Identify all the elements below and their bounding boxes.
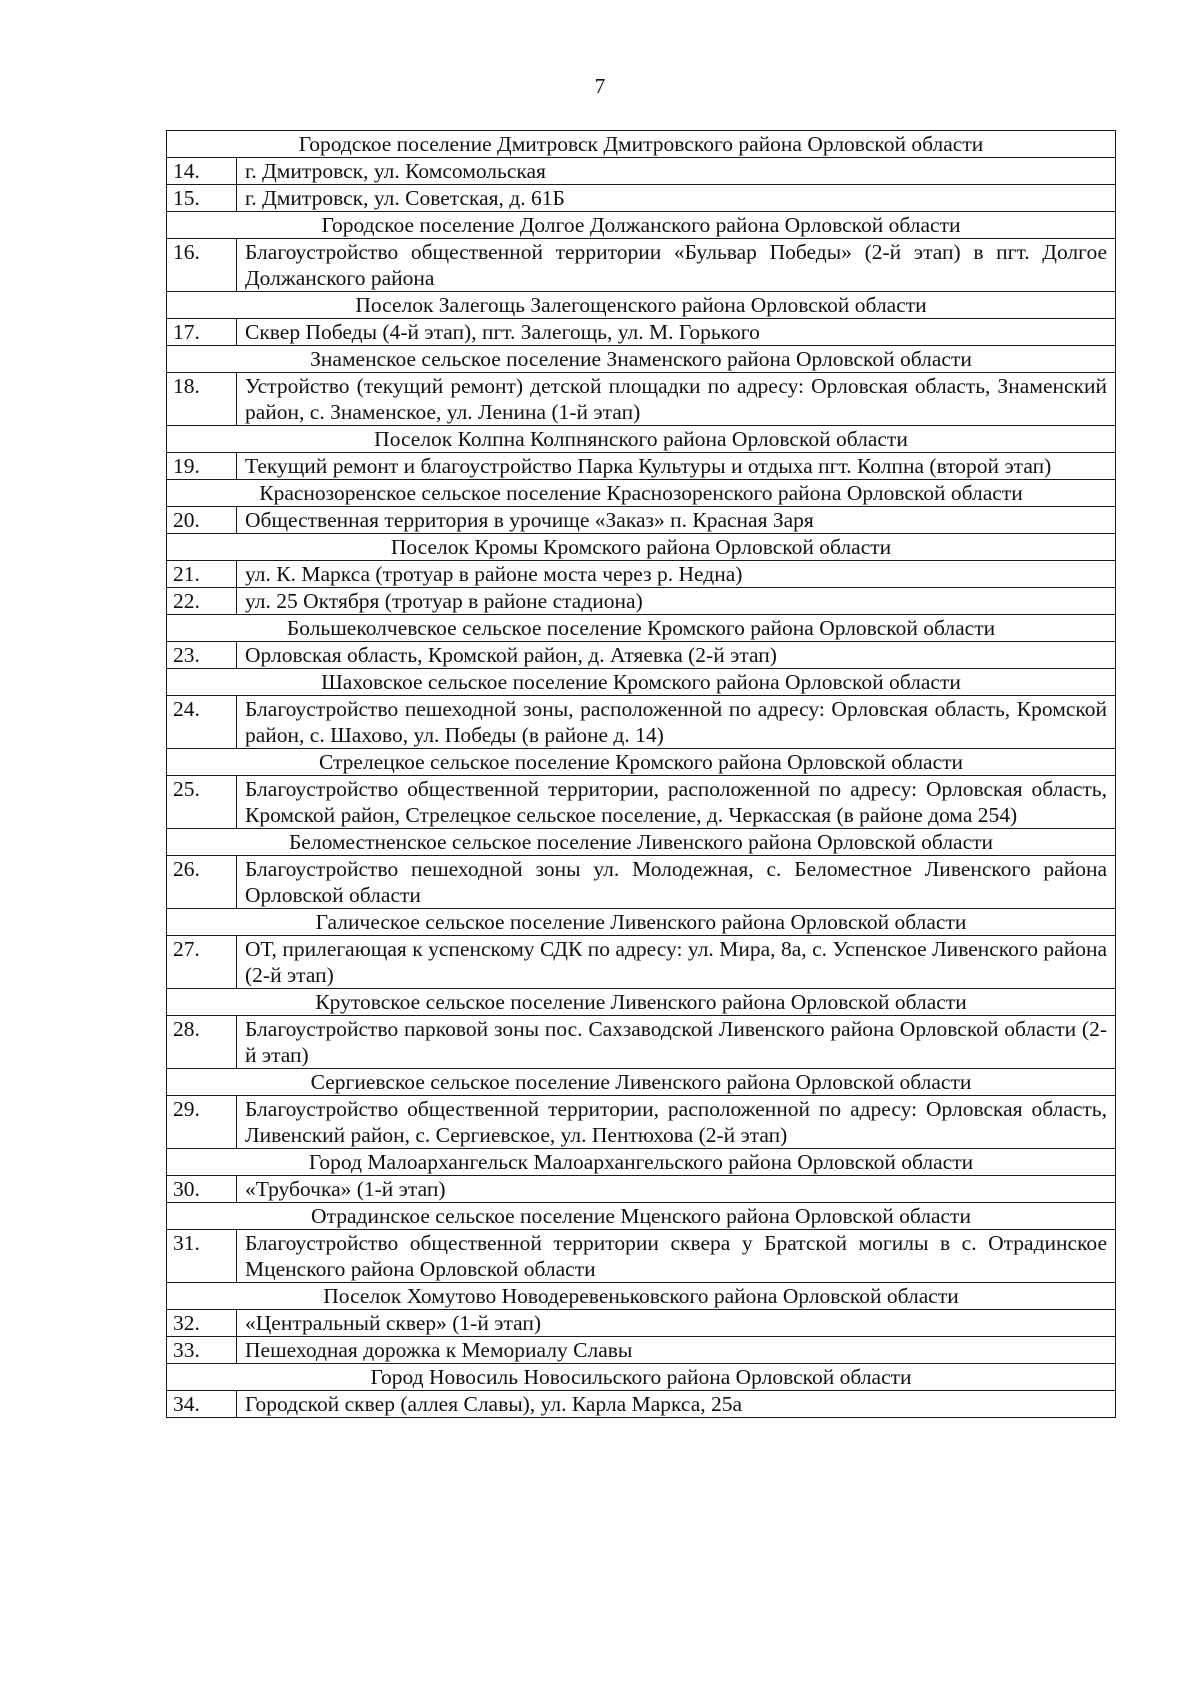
item-description: Орловская область, Кромской район, д. Атяевка (2-й этап) bbox=[237, 642, 1116, 669]
item-number: 14. bbox=[167, 158, 237, 185]
item-description: Текущий ремонт и благоустройство Парка Культуры и отдыха пгт. Колпна (второй этап) bbox=[237, 453, 1116, 480]
section-header: Стрелецкое сельское поселение Кромского района Орловской области bbox=[167, 749, 1116, 776]
section-header: Город Новосиль Новосильского района Орловской области bbox=[167, 1364, 1116, 1391]
section-header: Поселок Колпна Колпнянского района Орловской области bbox=[167, 426, 1116, 453]
item-number: 30. bbox=[167, 1176, 237, 1203]
section-header: Поселок Кромы Кромского района Орловской области bbox=[167, 534, 1116, 561]
item-number: 22. bbox=[167, 588, 237, 615]
section-header-row bbox=[167, 615, 1116, 642]
item-number: 20. bbox=[167, 507, 237, 534]
table-row bbox=[167, 1016, 1116, 1069]
item-description: г. Дмитровск, ул. Советская, д. 61Б bbox=[237, 185, 1116, 212]
item-description: Пешеходная дорожка к Мемориалу Славы bbox=[237, 1337, 1116, 1364]
item-description: г. Дмитровск, ул. Комсомольская bbox=[237, 158, 1116, 185]
table-row bbox=[167, 1176, 1116, 1203]
table-row bbox=[167, 185, 1116, 212]
item-description: Благоустройство общественной территории «Бульвар Победы» (2-й этап) в пгт. Долгое Должанского района bbox=[237, 239, 1116, 292]
item-number: 33. bbox=[167, 1337, 237, 1364]
section-header-row bbox=[167, 426, 1116, 453]
table-row bbox=[167, 856, 1116, 909]
item-number: 26. bbox=[167, 856, 237, 909]
item-description: Устройство (текущий ремонт) детской площадки по адресу: Орловская область, Знаменский район, с. Знаменское, ул. Ленина (1-й этап) bbox=[237, 373, 1116, 426]
item-description: «Трубочка» (1-й этап) bbox=[237, 1176, 1116, 1203]
item-number: 16. bbox=[167, 239, 237, 292]
section-header: Знаменское сельское поселение Знаменского района Орловской области bbox=[167, 346, 1116, 373]
section-header: Поселок Залегощь Залегощенского района Орловской области bbox=[167, 292, 1116, 319]
item-number: 31. bbox=[167, 1230, 237, 1283]
item-number: 17. bbox=[167, 319, 237, 346]
section-header: Шаховское сельское поселение Кромского района Орловской области bbox=[167, 669, 1116, 696]
item-number: 25. bbox=[167, 776, 237, 829]
section-header: Поселок Хомутово Новодеревеньковского района Орловской области bbox=[167, 1283, 1116, 1310]
section-header: Краснозоренское сельское поселение Краснозоренского района Орловской области bbox=[167, 480, 1116, 507]
item-number: 18. bbox=[167, 373, 237, 426]
table-row bbox=[167, 239, 1116, 292]
item-description: ОТ, прилегающая к успенскому СДК по адресу: ул. Мира, 8а, с. Успенское Ливенского района (2-й этап) bbox=[237, 936, 1116, 989]
table-row bbox=[167, 1337, 1116, 1364]
section-header: Крутовское сельское поселение Ливенского района Орловской области bbox=[167, 989, 1116, 1016]
section-header-row bbox=[167, 1364, 1116, 1391]
section-header: Галическое сельское поселение Ливенского района Орловской области bbox=[167, 909, 1116, 936]
item-description: Сквер Победы (4-й этап), пгт. Залегощь, ул. М. Горького bbox=[237, 319, 1116, 346]
table-row bbox=[167, 373, 1116, 426]
section-header: Беломестненское сельское поселение Ливенского района Орловской области bbox=[167, 829, 1116, 856]
item-number: 28. bbox=[167, 1016, 237, 1069]
item-description: Общественная территория в урочище «Заказ» п. Красная Заря bbox=[237, 507, 1116, 534]
item-number: 27. bbox=[167, 936, 237, 989]
item-number: 23. bbox=[167, 642, 237, 669]
section-header-row bbox=[167, 1203, 1116, 1230]
section-header: Город Малоархангельск Малоархангельского района Орловской области bbox=[167, 1149, 1116, 1176]
item-number: 29. bbox=[167, 1096, 237, 1149]
section-header-row bbox=[167, 1149, 1116, 1176]
section-header-row bbox=[167, 1283, 1116, 1310]
table-row bbox=[167, 453, 1116, 480]
section-header: Отрадинское сельское поселение Мценского района Орловской области bbox=[167, 1203, 1116, 1230]
section-header-row bbox=[167, 292, 1116, 319]
item-description: ул. К. Маркса (тротуар в районе моста через р. Недна) bbox=[237, 561, 1116, 588]
table-row bbox=[167, 1391, 1116, 1418]
table-row bbox=[167, 588, 1116, 615]
item-description: ул. 25 Октября (тротуар в районе стадиона) bbox=[237, 588, 1116, 615]
page-number: 7 bbox=[594, 74, 606, 98]
item-description: Благоустройство пешеходной зоны ул. Молодежная, с. Беломестное Ливенского района Орловской области bbox=[237, 856, 1116, 909]
item-number: 24. bbox=[167, 696, 237, 749]
item-description: Благоустройство общественной территории, расположенной по адресу: Орловская область, Кромской район, Стрелецкое сельское поселение, д. Черкасская (в районе дома 254) bbox=[237, 776, 1116, 829]
section-header-row bbox=[167, 909, 1116, 936]
table-row bbox=[167, 936, 1116, 989]
table-row bbox=[167, 696, 1116, 749]
item-number: 21. bbox=[167, 561, 237, 588]
section-header-row bbox=[167, 829, 1116, 856]
item-description: Благоустройство общественной территории сквера у Братской могилы в с. Отрадинское Мценского района Орловской области bbox=[237, 1230, 1116, 1283]
section-header: Городское поселение Долгое Должанского района Орловской области bbox=[167, 212, 1116, 239]
table-row bbox=[167, 319, 1116, 346]
table-row bbox=[167, 776, 1116, 829]
table-row bbox=[167, 507, 1116, 534]
table-row bbox=[167, 1096, 1116, 1149]
item-description: Благоустройство пешеходной зоны, расположенной по адресу: Орловская область, Кромской район, с. Шахово, ул. Победы (в районе д. 14) bbox=[237, 696, 1116, 749]
table-row bbox=[167, 1310, 1116, 1337]
table-row bbox=[167, 642, 1116, 669]
section-header-row bbox=[167, 212, 1116, 239]
territories-table-body bbox=[167, 131, 1116, 1418]
section-header-row bbox=[167, 534, 1116, 561]
territories-table bbox=[166, 130, 1116, 1418]
item-number: 32. bbox=[167, 1310, 237, 1337]
section-header-row bbox=[167, 346, 1116, 373]
item-description: «Центральный сквер» (1-й этап) bbox=[237, 1310, 1116, 1337]
section-header-row bbox=[167, 989, 1116, 1016]
section-header-row bbox=[167, 749, 1116, 776]
section-header-row bbox=[167, 131, 1116, 158]
section-header: Городское поселение Дмитровск Дмитровского района Орловской области bbox=[167, 131, 1116, 158]
section-header: Сергиевское сельское поселение Ливенского района Орловской области bbox=[167, 1069, 1116, 1096]
item-number: 15. bbox=[167, 185, 237, 212]
section-header: Большеколчевское сельское поселение Кромского района Орловской области bbox=[167, 615, 1116, 642]
table-row bbox=[167, 561, 1116, 588]
section-header-row bbox=[167, 480, 1116, 507]
item-number: 19. bbox=[167, 453, 237, 480]
table-row bbox=[167, 158, 1116, 185]
item-description: Городской сквер (аллея Славы), ул. Карла Маркса, 25а bbox=[237, 1391, 1116, 1418]
table-row bbox=[167, 1230, 1116, 1283]
section-header-row bbox=[167, 1069, 1116, 1096]
section-header-row bbox=[167, 669, 1116, 696]
item-description: Благоустройство общественной территории, расположенной по адресу: Орловская область, Ливенский район, с. Сергиевское, ул. Пентюхова (2-й этап) bbox=[237, 1096, 1116, 1149]
item-number: 34. bbox=[167, 1391, 237, 1418]
item-description: Благоустройство парковой зоны пос. Сахзаводской Ливенского района Орловской области (2-й этап) bbox=[237, 1016, 1116, 1069]
